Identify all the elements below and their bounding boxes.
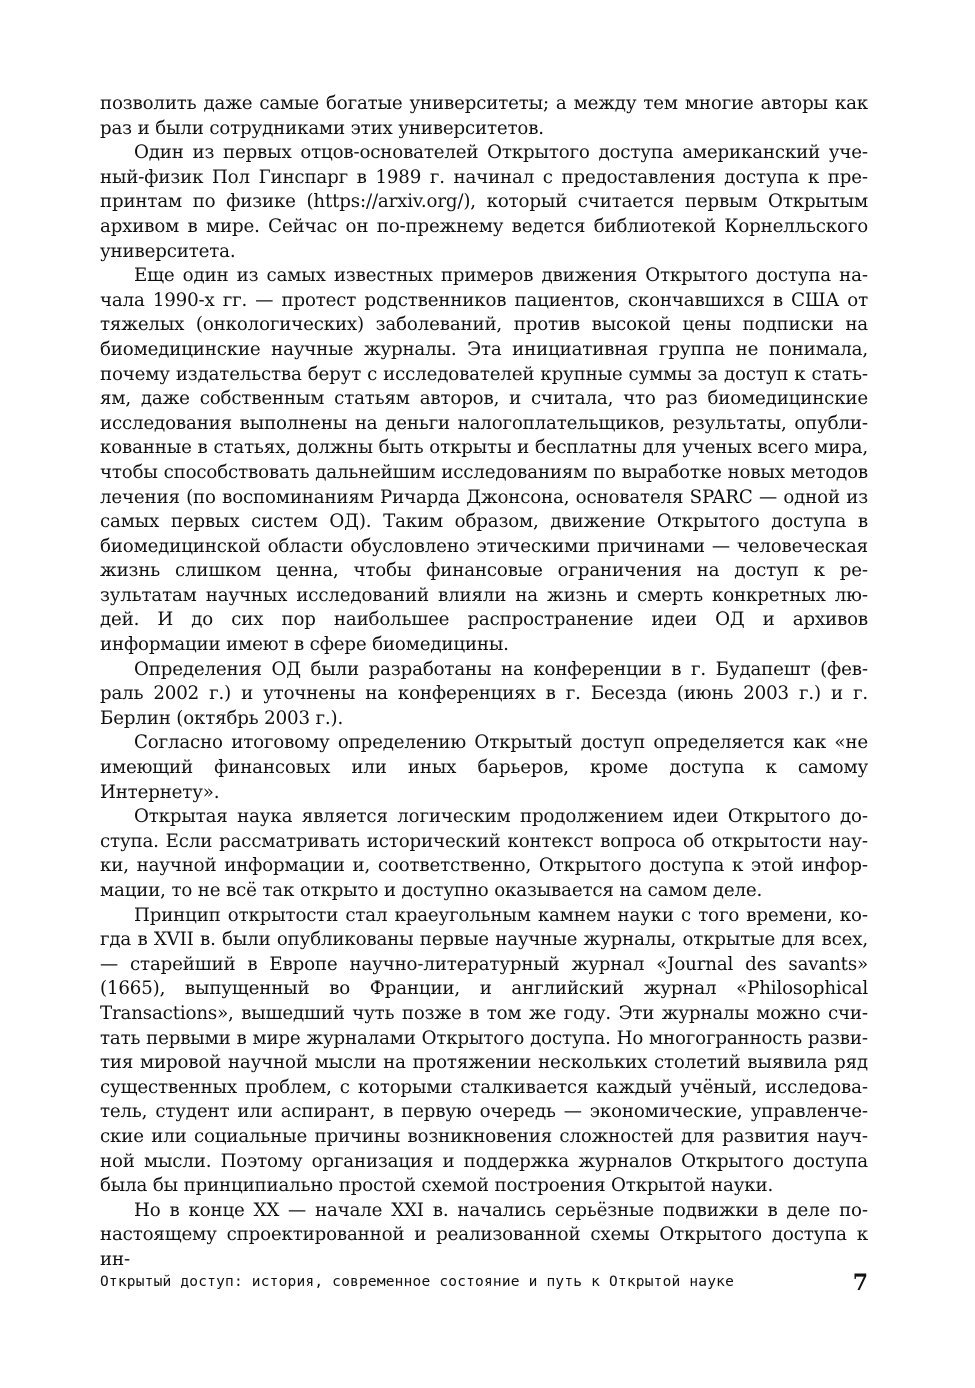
paragraph-continuation: позволить даже самые богатые университеты; а между тем многие авторы как раз и были сотрудниками этих университетов. bbox=[100, 93, 868, 139]
paragraph-biomedical-protest: Еще один из самых известных примеров движения Открытого доступа начала 1990-х гг. — протест родственников пациентов, скончавшихся в США от тяжелых (онкологических) заболеваний, против высокой цены подписки на биомедицинские научные журналы. Эта инициативная группа не понимала, почему издательства берут с исследователей крупные суммы за доступ к статьям, даже собственным статьям авторов, и считала, что раз биомедицинские исследования выполнены на деньги налогоплательщиков, результаты, опубликованные в статьях, должны быть открыты и бесплатны для ученых всего мира, чтобы способствовать дальнейшим исследованиям по выработке новых методов лечения (по воспоминаниям Ричарда Джонсона, основателя SPARC — одной из самых первых систем ОД). Таким образом, движение Открытого доступа в биомедицинской области обусловлено этическими причинами — человеческая жизнь слишком ценна, чтобы финансовые ограничения на доступ к результатам научных исследований влияли на жизнь и смерть конкретных людей. И до сих пор наибольшее распространение идеи ОД и архивов информации имеют в сфере биомедицины. bbox=[100, 265, 868, 656]
paragraph-late-twentieth-century: Но в конце XX — начале XXI в. начались серьёзные подвижки в деле понастоящему спроектированной и реализованной схемы Открытого доступа к ин- bbox=[100, 1199, 868, 1270]
page-footer bbox=[100, 1272, 868, 1300]
paragraph-openness-principle: Принцип открытости стал краеугольным камнем науки с того времени, когда в XVII в. были опубликованы первые научные журналы, открытые для всех, — старейший в Европе научно-литературный журнал «Journal des savants» (1665), выпущенный во Франции, и английский журнал «Philosophical Transactions», вышедший чуть позже в том же году. Эти журналы можно считать первыми в мире журналами Открытого доступа. Но многогранность развития мировой научной мысли на протяжении нескольких столетий выявила ряд существенных проблем, с которыми сталкивается каждый учёный, исследователь, студент или аспирант, в первую очередь — экономические, управленческие или социальные причины возникновения сложностей для развития научной мысли. Поэтому организация и поддержка журналов Открытого доступа была бы принципиально простой схемой построения Открытой науки. bbox=[100, 904, 868, 1197]
page-number: 7 bbox=[852, 1270, 868, 1296]
page-body bbox=[100, 92, 868, 1273]
paragraph-final-definition: Согласно итоговому определению Открытый доступ определяется как «не имеющий финансовых или иных барьеров, кроме доступа к самому Интернету». bbox=[100, 732, 868, 803]
running-title: Открытый доступ: история, современное состояние и путь к Открытой науке bbox=[100, 1274, 735, 1290]
paragraph-open-science: Открытая наука является логическим продолжением идеи Открытого доступа. Если рассматривать исторический контекст вопроса об открытости науки, научной информации и, соответственно, Открытого доступа к этой информации, то не всё так открыто и доступно оказывается на самом деле. bbox=[100, 806, 868, 901]
paragraph-ginsparg: Один из первых отцов-основателей Открытого доступа американский ученый-физик Пол Гинспарг в 1989 г. начинал с предоставления доступа к препринтам по физике (https://arxiv.org/), который считается первым Открытым архивом в мире. Сейчас он по-прежнему ведется библиотекой Корнелльского университета. bbox=[100, 142, 868, 262]
paragraph-definitions: Определения ОД были разработаны на конференции в г. Будапешт (февраль 2002 г.) и уточнены на конференциях в г. Бесезда (июнь 2003 г.) и г. Берлин (октябрь 2003 г.). bbox=[100, 658, 868, 729]
